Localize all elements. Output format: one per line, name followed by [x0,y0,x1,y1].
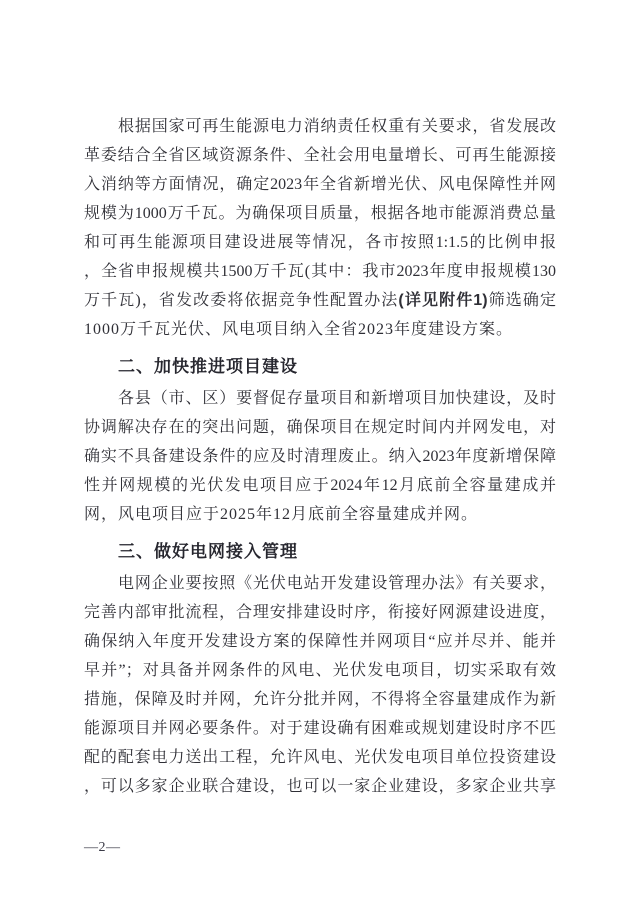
text-line: 和可再生能源项目建设进展等情况，各市按照1:1.5的比例申报 [84,234,556,251]
text-line: 电网企业要按照《光伏电站开发建设管理办法》有关要求， [118,575,556,592]
text-line: 确保纳入年度开发建设方案的保障性并网项目“应并尽并、能并 [84,633,556,650]
text-line [84,286,556,315]
text-line: 性并网规模的光伏发电项目应于2024年12月底前全容量建成并 [84,477,556,494]
text-line: 网，风电项目应于2025年12月底前全容量建成并网。 [84,506,479,523]
text-line: 早并”；对具备并网条件的风电、光伏发电项目，切实采取有效 [84,662,556,679]
text-line: ，全省申报规模共1500万千瓦(其中：我市2023年度申报规模130 [84,263,556,280]
document-body [84,112,556,801]
text-line: 各县（市、区）要督促存量项目和新增项目加快建设，及时 [118,390,556,407]
text-line: 入消纳等方面情况，确定2023年全省新增光伏、风电保障性并网 [84,176,556,193]
section-heading-3: 三、做好电网接入管理 [118,542,298,561]
text-line: 1000万千瓦光伏、风电项目纳入全省2023年度建设方案。 [84,321,514,338]
text-segment: 万千瓦)，省发改委将依据竞争性配置办法 [84,292,399,309]
text-line: 完善内部审批流程，合理安排建设时序，衔接好网源建设进度， [84,604,556,621]
text-line: 规模为1000万千瓦。为确保项目质量，根据各地市能源消费总量 [84,205,556,222]
text-segment: 筛选确定 [487,292,556,309]
text-line: 能源项目并网必要条件。对于建设确有困难或规划建设时序不匹 [84,720,556,737]
page-number: —2— [84,840,121,855]
bold-annotation: (详见附件1) [398,292,488,309]
text-line: 确实不具备建设条件的应及时清理废止。纳入2023年度新增保障 [84,448,556,465]
text-line: 配的配套电力送出工程，允许风电、光伏发电项目单位投资建设 [84,749,556,766]
text-line: ，可以多家企业联合建设，也可以一家企业建设，多家企业共享 [84,778,556,795]
text-line: 革委结合全省区域资源条件、全社会用电量增长、可再生能源接 [84,147,556,164]
section-heading-2: 二、加快推进项目建设 [118,357,298,376]
text-line: 措施，保障及时并网，允许分批并网，不得将全容量建成作为新 [84,691,556,708]
text-line: 协调解决存在的突出问题，确保项目在规定时间内并网发电，对 [84,419,556,436]
text-line: 根据国家可再生能源电力消纳责任权重有关要求，省发展改 [118,118,556,135]
